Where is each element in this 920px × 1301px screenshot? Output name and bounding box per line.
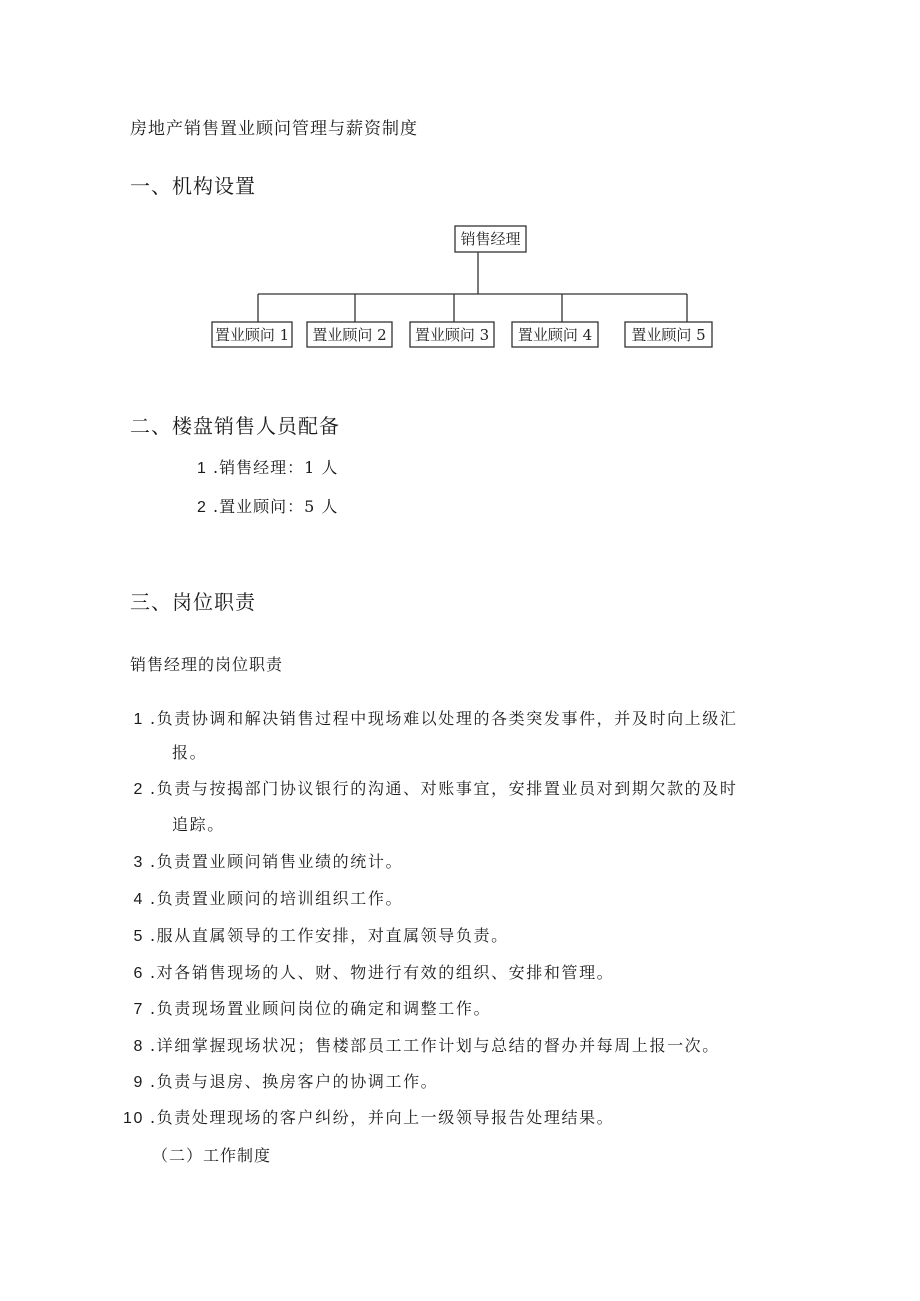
duty-number: 2: [133, 781, 144, 798]
duty-number: 6: [133, 965, 144, 982]
staff-item-number: 1: [197, 460, 207, 477]
document-title: 房地产销售置业顾问管理与薪资制度: [130, 119, 418, 139]
section-heading-org: 一、机构设置: [130, 174, 256, 198]
duty-item: [120, 706, 738, 729]
org-root-label: 销售经理: [460, 230, 521, 248]
org-child-label-2: 置业顾问 2: [312, 326, 387, 344]
duty-text: .负责与按揭部门协议银行的沟通、对账事宜，安排置业员对到期欠款的及时: [150, 779, 738, 798]
duty-number: 5: [133, 928, 144, 945]
duty-text: .负责现场置业顾问岗位的确定和调整工作。: [150, 999, 492, 1018]
duty-continuation: 追踪。: [172, 815, 225, 834]
staff-item-number: 2: [197, 499, 207, 516]
section-heading-duties: 三、岗位职责: [130, 590, 256, 614]
duty-text: .服从直属领导的工作安排，对直属领导负责。: [150, 926, 509, 945]
duty-number: 1: [133, 711, 144, 728]
duty-item: [120, 849, 403, 872]
duties-subheading: 销售经理的岗位职责: [130, 655, 284, 674]
org-child-label-3: 置业顾问 3: [414, 326, 490, 344]
duty-text: .对各销售现场的人、财、物进行有效的组织、安排和管理。: [150, 963, 615, 982]
org-child-label-4: 置业顾问 4: [517, 326, 593, 344]
duty-item: [120, 1033, 720, 1056]
org-child-label-5: 置业顾问 5: [631, 326, 706, 344]
duty-text: .详细掌握现场状况；售楼部员工工作计划与总结的督办并每周上报一次。: [150, 1036, 720, 1055]
section-heading-staffing: 二、楼盘销售人员配备: [130, 414, 340, 438]
duty-number: 3: [133, 854, 144, 871]
duty-text: .负责协调和解决销售过程中现场难以处理的各类突发事件，并及时向上级汇: [150, 709, 738, 728]
duty-item: [120, 996, 491, 1019]
org-chart: [0, 0, 920, 400]
duty-number: 8: [133, 1038, 144, 1055]
duty-number: 10: [123, 1110, 144, 1127]
duty-item: [120, 886, 403, 909]
subsection-heading-work-rules: （二）工作制度: [152, 1146, 272, 1165]
staff-item: [197, 455, 338, 478]
duty-item: [120, 960, 614, 983]
staff-item: [197, 494, 338, 517]
staff-item-text: .销售经理：1 人: [213, 458, 339, 477]
staff-item-text: .置业顾问：5 人: [213, 497, 339, 516]
duty-text: .负责置业顾问的培训组织工作。: [150, 889, 404, 908]
org-child-label-1: 置业顾问 1: [214, 326, 290, 344]
duty-item: [120, 923, 509, 946]
duty-number: 4: [133, 891, 144, 908]
duty-number: 7: [133, 1001, 144, 1018]
duty-number: 9: [133, 1074, 144, 1091]
duty-item: [120, 776, 738, 799]
duty-text: .负责与退房、换房客户的协调工作。: [150, 1072, 439, 1091]
duty-continuation: 报。: [172, 743, 208, 762]
duty-item: [120, 1105, 614, 1128]
duty-item: [120, 1069, 438, 1092]
duty-text: .负责置业顾问销售业绩的统计。: [150, 852, 404, 871]
duty-text: .负责处理现场的客户纠纷，并向上一级领导报告处理结果。: [150, 1108, 615, 1127]
